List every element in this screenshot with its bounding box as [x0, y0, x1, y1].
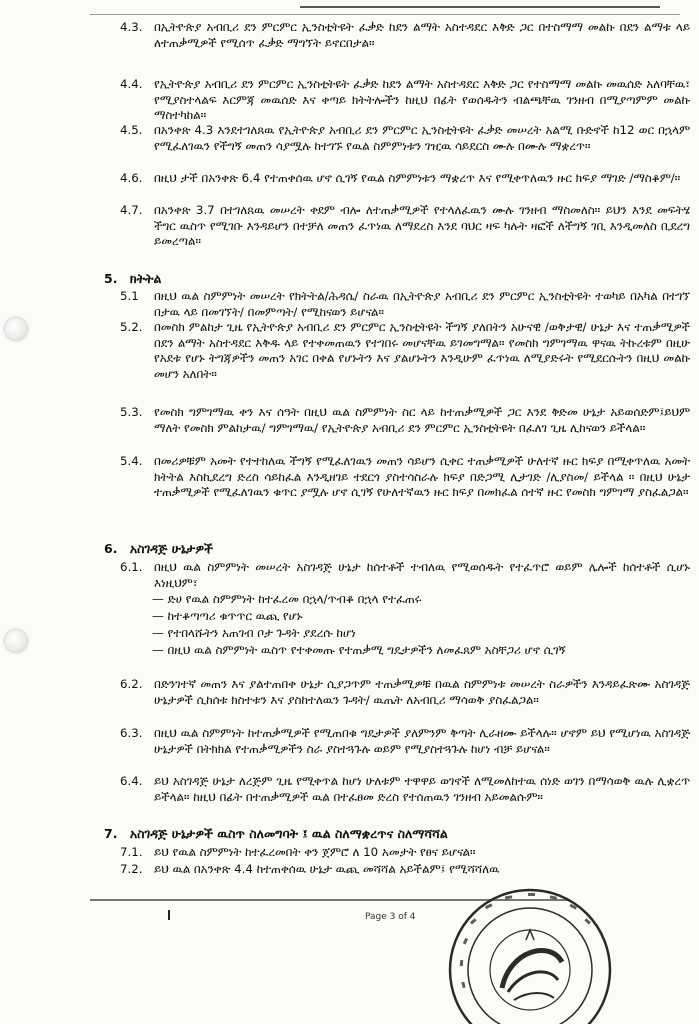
condition-dash-item: — የተበላሹትን አጠገብ ቦታ ጉዳት ያደረሱ ከሆነ — [152, 626, 356, 640]
clause-4-4 — [120, 77, 690, 124]
header-rule — [300, 6, 660, 8]
section-5-heading — [104, 271, 161, 287]
section-title: አስገዳጅ ሁኔታዎች ዉስጥ ስለመግባት ፤ ዉል ስለማቋረጥና ስለማሻሻል — [129, 826, 448, 841]
clause-7-1 — [120, 845, 690, 861]
clause-number: 7.1. — [120, 845, 143, 859]
clause-7-2 — [120, 862, 690, 878]
clause-6-1 — [120, 560, 690, 591]
clause-number: 4.5. — [120, 123, 143, 137]
clause-number: 7.2. — [120, 862, 143, 876]
clause-text: በመሪዎቹም አመት የተተከለዉ ችግኝ የሚፈለገዉን መጠን ሳይሆን ሲቀር ተጠቃሚዎች ሁለተኛ ዙር ክፍያ በሚቀጥለዉ አመት ክትትል እስኪደረግ ድረስ ሳይከፈል እንዲዘገይ ተደርጎ ያስተሳስራሉ ክፍያ በድጋሚ ሊታገድ /ሊያስመ/ ይችላል ። በዚህ ሁኔታ ተጠቃሚዎች የሚፈለገዉን ቁጥር ያሟሉ ሆኖ ሲገኝ የሁለተኛዉን ዙር ክፍያ በመክፈል ሰተኛ ዙር የመስክ ግምገማ ያስፈልጋል። — [154, 454, 690, 500]
section-number: 7. — [104, 826, 118, 841]
clause-6-3 — [120, 726, 690, 757]
clause-number: 5.3. — [120, 405, 143, 419]
clause-text: የመስክ ግምገማዉ ቀን እና ሰዓት በዚህ ዉል ስምምነት ስር ላይ ከተጠቃሚዎች ጋር እንደ ቅድመ ሁኔታ አይወሰድም፤ይህም ማለት የመስክ ምልከታዉ/ ግምገማዉ/ የኢትዮጵያ አብቢሪ ደን ምርምር ኢንስቲትዩት በፈለገ ጊዜ ሊከናወን ይችላል። — [154, 405, 690, 435]
clause-5-2 — [120, 320, 690, 382]
section-title: ክትትል — [129, 271, 162, 286]
clause-6-2 — [120, 677, 690, 708]
clause-number: 6.1. — [120, 560, 143, 574]
clause-text: በዚህ ታች በአንቀጽ 6.4 የተጠቀሰዉ ሆኖ ሲገኝ የዉል ስምምነቱን ማቋረጥ እና የሚቀጥለዉን ዙር ክፍያ ማገድ /ማስቆም/። — [154, 171, 681, 185]
clause-number: 6.4. — [120, 774, 143, 788]
clause-text: በዚህ ዉል ስምምነት ከተጠቃሚዎች የሚጠበቁ ግዴታዎች ያለምንም ቅጣት ሊራዘሙ ይችላሉ። ሆኖም ይህ የሚሆነዉ አስገዳጅ ሁኔታዎች በትክክል የተጠቃሚዎችን ስራ ያስተጓጉሉ ወይም የሚያስተጓጉሉ ከሆነ ብቻ ይሆናል። — [154, 726, 690, 756]
section-6-heading — [104, 541, 213, 557]
clause-text: የኢትዮጵያ አብቢሪ ደን ምርምር ኢንስቲትዩት ፈቃድ ከደን ልማት አስተዳደር እቅድ ጋር የተስማማ መልኩ መዉሰድ አለባቸዉ፣ የሚያስተላልፍ እርምጃ መዉሰድ እና ቀጣይ ክትትሎችን ከዚህ በፊት የወሰዱትን ብልጫቸዉ ገንዘብ በሚያጣምም መልኩ ማስተካከል። — [154, 77, 690, 123]
clause-text: በድንገተኛ መጠን እና ያልተጠበቀ ሁኔታ ሲያጋጥም ተጠቃሚዎቹ በዉል ስምምነቱ መሠረት ስራዎችን እንዳይፈጽሙ አስገዳጅ ሁኔታዎች ሲከሰቱ ክስተቱን እና ያስከተለዉን ጉዳት/ ዉጤት ለአብቢሪ ማሳወቅ ያስፈልጋል። — [154, 677, 690, 707]
clause-number: 5.4. — [120, 454, 143, 468]
clause-number: 4.7. — [120, 203, 143, 217]
page-number: Page 3 of 4 — [365, 912, 416, 922]
clause-4-7 — [120, 203, 690, 250]
clause-5-4 — [120, 454, 690, 501]
section-title: አስገዳጅ ሁኔታዎች — [129, 541, 213, 556]
clause-number: 4.6. — [120, 171, 143, 185]
clause-number: 4.4. — [120, 77, 143, 91]
clause-text: ይህ አስገዳጅ ሁኔታ ለረጅም ጊዜ የሚቀጥል ከሆነ ሁለቱም ተዋዋይ ወገኖች ለሚመለከተዉ ሰነድ ወገን በማሳወቅ ዉሉ ሊቋረጥ ይችላል። ከዚህ በፊት በተጠቃሚዎች ዉል በተፈፀመ ድረስ የተሰጠዉን ገንዘብ አይመልሱም። — [154, 774, 690, 804]
punch-hole-top — [5, 318, 27, 340]
section-number: 5. — [104, 271, 118, 286]
clause-5-3 — [120, 405, 690, 436]
punch-hole-bottom — [5, 630, 27, 652]
clause-4-3 — [120, 20, 690, 51]
clause-6-4 — [120, 774, 690, 805]
header-rule-thin — [90, 14, 680, 15]
clause-text: በመስክ ምልከታ ጊዜ የኢትዮጵያ አብቢሪ ደን ምርምር ኢንስቲትዩት ችግኝ ያለበትን አሁናዊ /ወቅታዊ/ ሁኔታ እና ተጠቃሚዎች በደን ልማት አስተዳደር እቅዱ ላይ የተቀመጠዉን የተገበሩ መሆናቸዉ ይገመግማል። የመስክ ግምገማዉ ዋናዉ ትኩረቱም በዚሁ የአደቱ የሆኑ ትግጃዎችን መጠን አገር በቀል የሆኑትን እና ያልሆኑትን እንዲሁም ፈጥነዉ ለሚያድሩት የሚደርሱትን በዚህ መልኩ መሆን አለበት። — [154, 320, 690, 381]
clause-5-1 — [120, 289, 690, 320]
clause-text: በአንቀጽ 4.3 እንደተገለጸዉ የኢትዮጵያ አብቢሪ ደን ምርምር ኢንስቲትዩት ፈቃድ መሠረት አልሚ ቡድኖች ከ12 ወር በኋላም የሚፈለገዉን የችግኝ መጠን ሳያሟሉ ከተገኙ የዉል ስምምነቱን ገዢዉ ሳይደርስ ሙሉ በሙሉ ማቋረጥ። — [154, 123, 690, 153]
condition-dash-item: — ከተቆጣጣሪ ቁጥጥር ዉጪ የሆኑ — [152, 609, 303, 623]
clause-number: 5.1 — [120, 289, 139, 303]
condition-dash-item: — ድሀ የዉል ስምምነት ከተፈረመ በኋላ/ጥብቆ በኋላ የተፈጠሩ — [152, 592, 422, 606]
section-7-heading — [104, 826, 448, 842]
clause-text: በዚህ ዉል ስምምነት መሠረት አስገዳጅ ሁኔታ ከሰተቶች ተብለዉ የሚወሰዱት የተፈጥሮ ወይም ሌሎች ከሰተቶች ሲሆኑ እነዚህም፣ — [154, 560, 690, 590]
clause-text: በዚህ ዉል ስምምነት መሠረት የክትትል/ሕዳሴ/ ስራዉ በኢትዮጵያ አብቢሪ ደን ምርምር ኢንስቲትዩት ተወካይ በአካል በተገኘ በታዉ ላይ በመገኘት/ በመምጣት/ የሚከናወን ይሆናል። — [154, 289, 690, 319]
clause-text: በአንቀጽ 3.7 በተገለጸዉ መሠረት ቀደም ብሎ ለተጠቃሚዎች የተላለፈዉን ሙሉ ገንዘብ ማስመለስ። ይህን እንደ መፍትሄ ችግር ዉስጥ የሚገቡ እንዳይሆን በተቻለ መጠን ፈጥነዉ ለማደረስ እንደ ባህር ዛፍ ካሉት ዛፎች ለችግኝ ገቢ እንዲመለስ ቢደረግ ይመረጣል። — [154, 203, 690, 249]
clause-number: 6.3. — [120, 726, 143, 740]
margin-mark — [168, 910, 170, 920]
clause-text: ይህ ዉል በአንቀጽ 4.4 ከተጠቀሰዉ ሁኔታ ዉጪ መሻሻል አይችልም፤ የሚሻሻለዉ — [154, 862, 500, 876]
condition-dash-item: — በዚህ ዉል ስምምነት ዉስጥ የተቀመጡ የተጠቃሚ ግዴታዎችን ለመፈጸም አስቸጋሪ ሆኖ ሲገኝ — [152, 643, 566, 657]
clause-number: 4.3. — [120, 20, 143, 34]
clause-text: ይህ የዉል ስምምነት ከተፈረመበት ቀን ጀምሮ ለ 10 አመታት የፀና ይሆናል። — [154, 845, 476, 859]
clause-number: 5.2. — [120, 320, 143, 334]
official-seal-stamp-icon — [430, 880, 620, 1024]
clause-number: 6.2. — [120, 677, 143, 691]
section-number: 6. — [104, 541, 118, 556]
clause-4-6 — [120, 171, 690, 187]
clause-text: በኢትዮጵያ አብቢሪ ደን ምርምር ኢንስቲትዩት ፈቃድ ከደን ልማት አስተዳደር እቅድ ጋር በተስማማ መልኩ በደን ልማቱ ላይ ለተጠቃሚዎች የሚሰጥ ፈቃድ ማግኘት ይኖርበታል። — [154, 20, 690, 50]
clause-4-5 — [120, 123, 690, 154]
